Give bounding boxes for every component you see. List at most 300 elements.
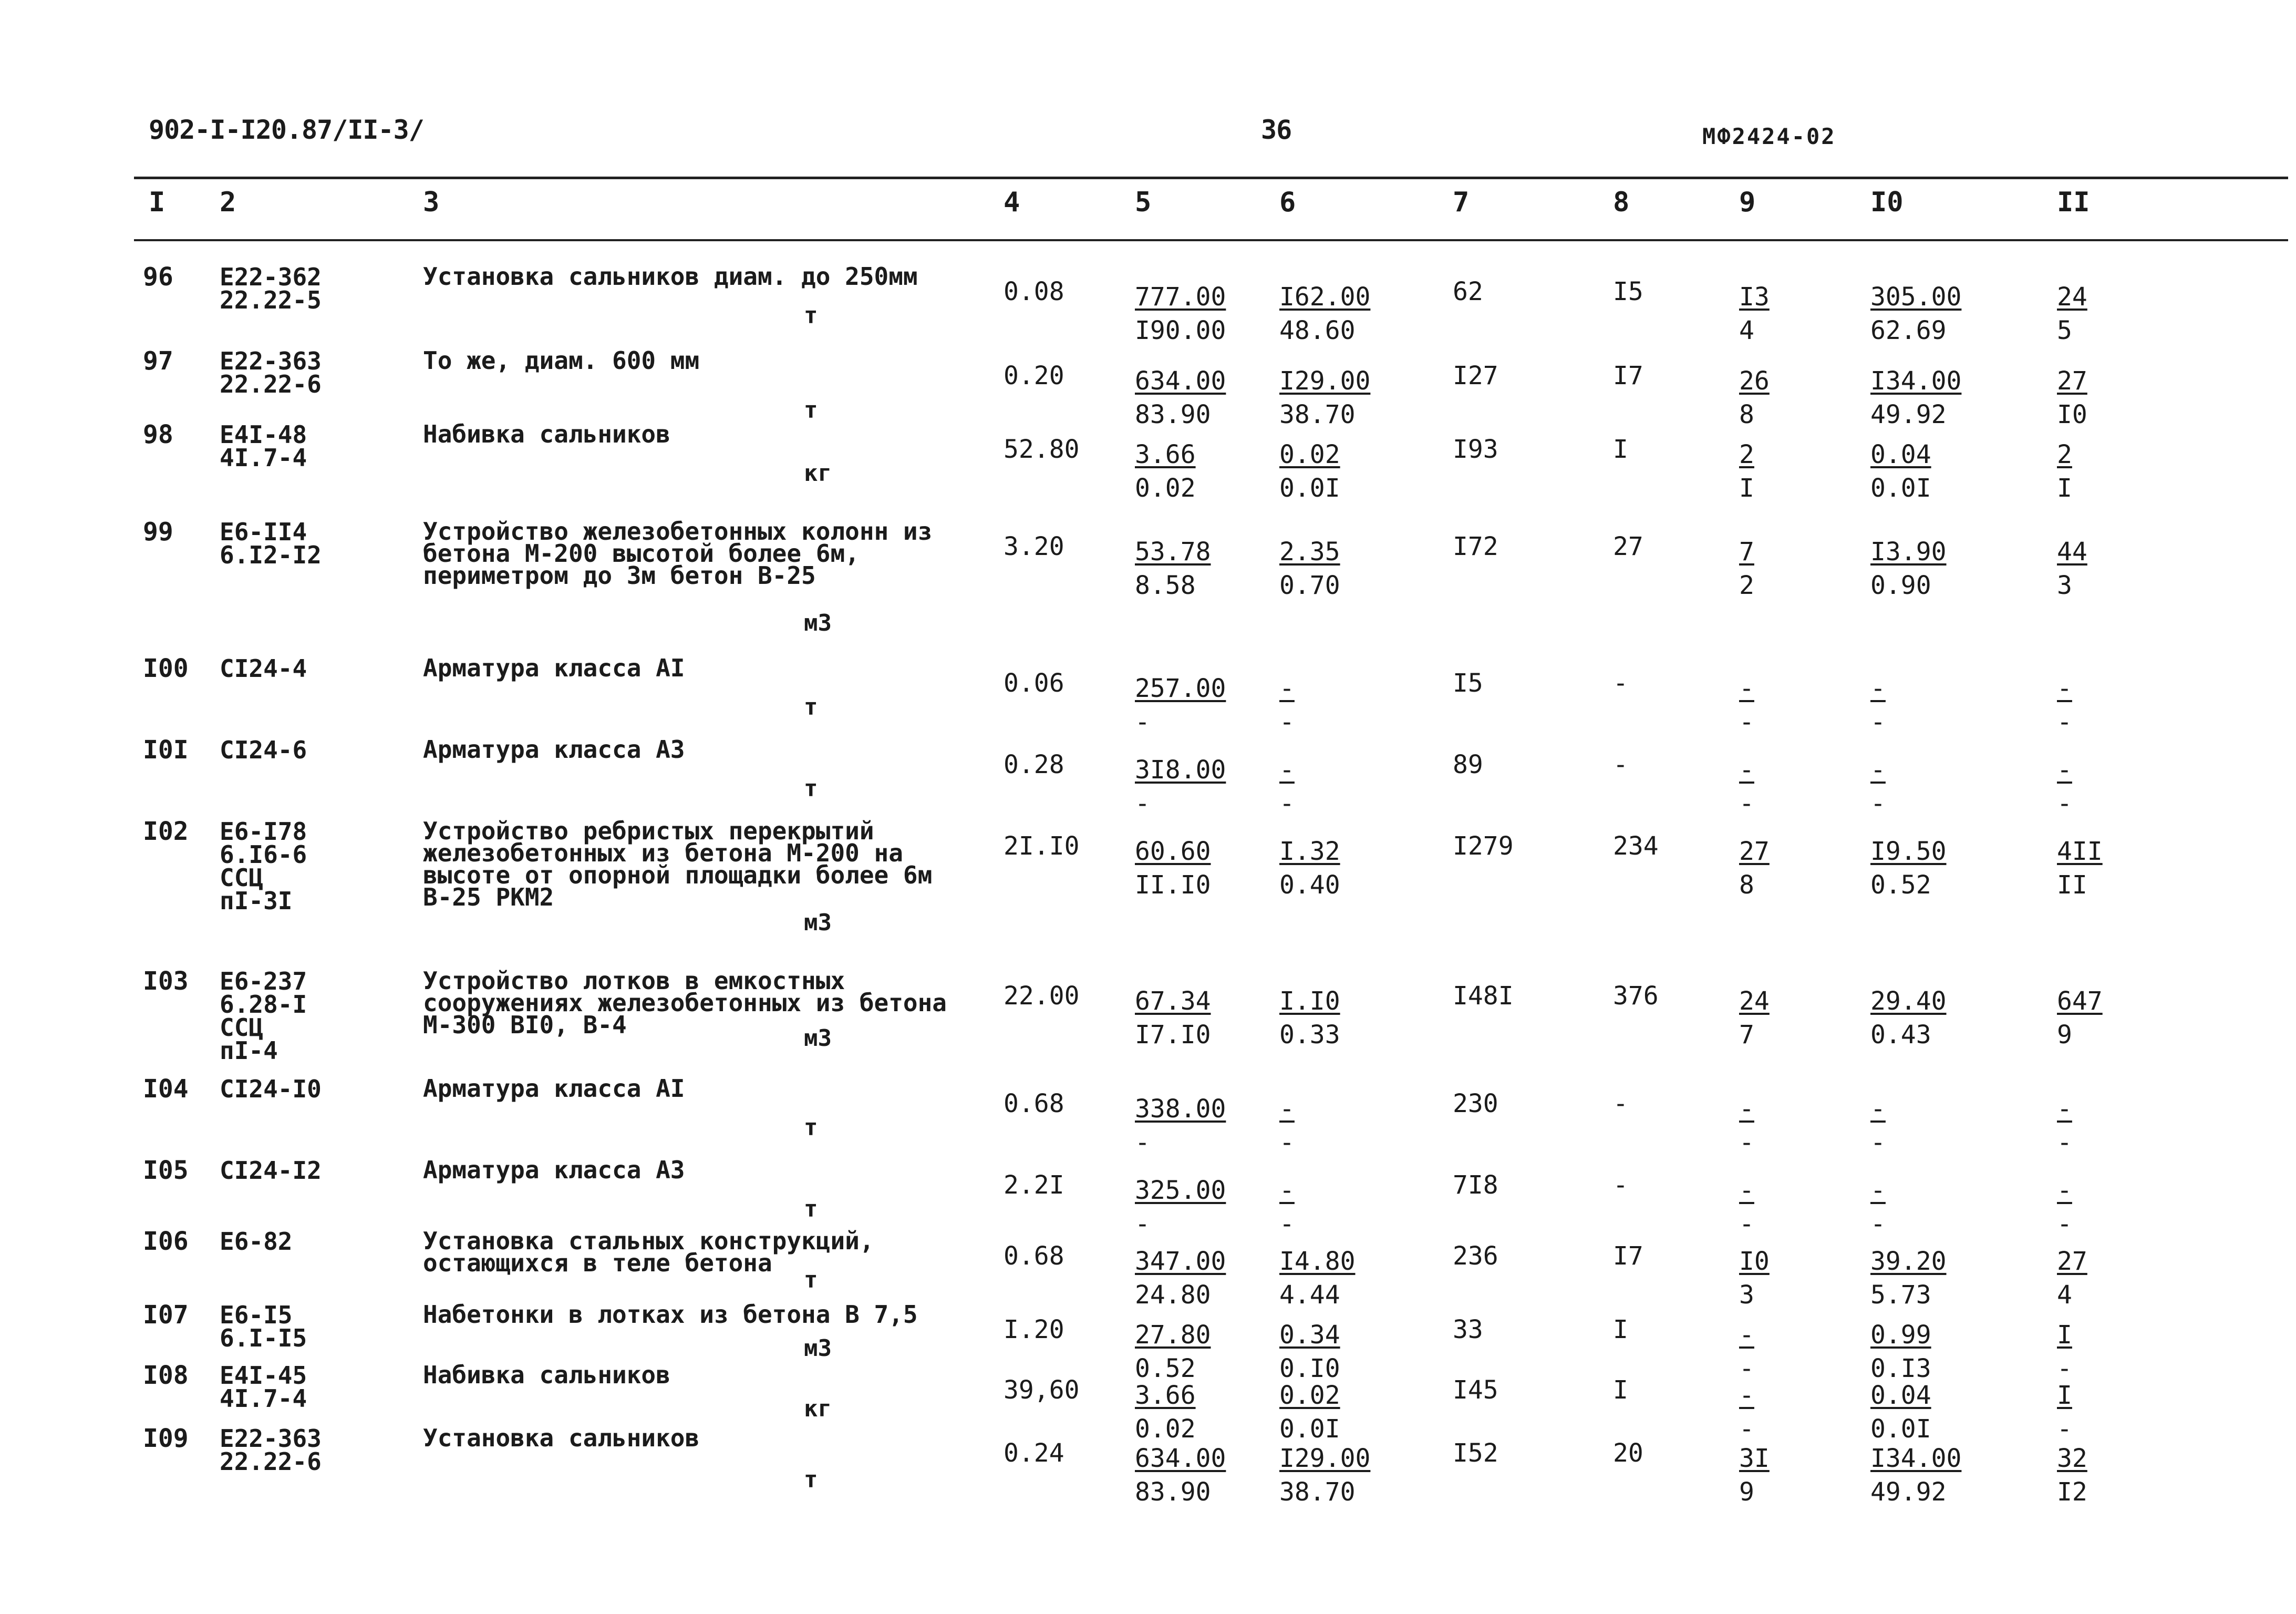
column-6-fraction-denominator: 0.70 — [1279, 571, 1340, 600]
column-5-fraction — [1135, 1442, 1226, 1509]
column-6-fraction-numerator: - — [1279, 1176, 1295, 1205]
column-11-fraction-denominator: - — [2057, 789, 2072, 818]
column-5-fraction-numerator: 257.00 — [1135, 674, 1226, 703]
column-6-fraction-numerator: I.I0 — [1279, 986, 1340, 1016]
column-6-fraction-numerator: 0.02 — [1279, 440, 1340, 469]
column-10-fraction — [1870, 984, 1947, 1052]
column-6-fraction — [1279, 364, 1370, 431]
column-8-value: - — [1613, 1170, 1628, 1200]
column-10-fraction-numerator: I9.50 — [1870, 837, 1947, 866]
column-8-value: I — [1613, 435, 1628, 464]
column-11-fraction-denominator: 5 — [2057, 316, 2072, 345]
column-6-fraction — [1279, 753, 1295, 820]
column-6-fraction-denominator: 0.33 — [1279, 1020, 1340, 1050]
column-8-value: 27 — [1613, 532, 1643, 561]
column-5-fraction-denominator: 0.52 — [1135, 1354, 1196, 1383]
work-description: Установка сальников — [423, 1424, 700, 1452]
norm-code: СI24-I0 — [220, 1075, 322, 1103]
column-9-fraction-numerator: - — [1739, 755, 1754, 785]
column-10-fraction-numerator: 0.99 — [1870, 1320, 1931, 1350]
column-7-value: I5 — [1453, 669, 1483, 698]
column-5-fraction-numerator: 60.60 — [1135, 837, 1211, 866]
norm-code: Е22-363 22.22-6 — [220, 1424, 322, 1476]
column-10-fraction-numerator: 0.04 — [1870, 1381, 1931, 1410]
column-9-fraction — [1739, 672, 1754, 739]
column-5-fraction-numerator: 27.80 — [1135, 1320, 1211, 1350]
column-7-value: I93 — [1453, 435, 1498, 464]
column-5-fraction-denominator: 83.90 — [1135, 400, 1211, 429]
column-5-fraction — [1135, 438, 1196, 505]
unit-of-measure: м3 — [804, 909, 832, 936]
column-11-fraction-numerator: 32 — [2057, 1444, 2087, 1473]
row-number: I04 — [143, 1074, 189, 1104]
column-5-fraction — [1135, 364, 1226, 431]
column-5-fraction-numerator: 67.34 — [1135, 986, 1211, 1016]
unit-of-measure: кг — [804, 1395, 832, 1422]
row-number: I09 — [143, 1424, 189, 1453]
column-7-value: I48I — [1453, 981, 1514, 1011]
work-description: Установка стальных конструкций, остающихся в теле бетона — [423, 1227, 874, 1277]
column-8-value: 234 — [1613, 831, 1659, 861]
column-10-fraction-numerator: I3.90 — [1870, 537, 1947, 567]
column-7-value: I52 — [1453, 1438, 1498, 1468]
column-6-fraction — [1279, 280, 1370, 347]
column-6-fraction — [1279, 835, 1340, 902]
column-10-fraction-numerator: 0.04 — [1870, 440, 1931, 469]
column-10-fraction — [1870, 364, 1961, 431]
column-8-value: I7 — [1613, 1241, 1643, 1271]
row-number: I03 — [143, 967, 189, 996]
column-5-fraction — [1135, 1379, 1196, 1446]
column-11-fraction-denominator: - — [2057, 707, 2072, 737]
column-9-fraction-numerator: I0 — [1739, 1247, 1770, 1276]
column-9-fraction-denominator: 9 — [1739, 1477, 1754, 1507]
unit-of-measure: т — [804, 1196, 818, 1222]
column-9-fraction — [1739, 835, 1770, 902]
work-description: То же, диам. 600 мм — [423, 346, 700, 375]
column-11-fraction — [2057, 835, 2103, 902]
row-number: 97 — [143, 346, 173, 376]
column-9-fraction-denominator: - — [1739, 1128, 1754, 1157]
quantity: I.20 — [1004, 1315, 1064, 1344]
column-5-fraction-denominator: 24.80 — [1135, 1280, 1211, 1310]
column-11-fraction-numerator: 27 — [2057, 366, 2087, 396]
column-6-fraction-numerator: 0.02 — [1279, 1381, 1340, 1410]
column-11-fraction — [2057, 1245, 2087, 1312]
column-11-fraction — [2057, 672, 2072, 739]
column-6-fraction-numerator: - — [1279, 755, 1295, 785]
quantity: 0.28 — [1004, 750, 1064, 779]
column-7-value: 236 — [1453, 1241, 1498, 1271]
work-description: Набивка сальников — [423, 420, 670, 448]
column-5-fraction-numerator: 3I8.00 — [1135, 755, 1226, 785]
row-number: I05 — [143, 1156, 189, 1185]
quantity: 0.20 — [1004, 361, 1064, 390]
column-6-fraction — [1279, 438, 1340, 505]
work-description: Арматура класса АI — [423, 654, 685, 682]
column-9-fraction-numerator: 27 — [1739, 837, 1770, 866]
column-11-fraction-denominator: - — [2057, 1354, 2072, 1383]
column-6-fraction-denominator: - — [1279, 789, 1295, 818]
column-6-fraction-numerator: I4.80 — [1279, 1247, 1356, 1276]
norm-code: СI24-6 — [220, 736, 307, 764]
norm-code: Е4I-45 4I.7-4 — [220, 1361, 307, 1413]
column-9-fraction-denominator: - — [1739, 789, 1754, 818]
column-9-fraction-numerator: - — [1739, 1176, 1754, 1205]
column-6-fraction-denominator: 0.40 — [1279, 870, 1340, 900]
column-11-fraction — [2057, 535, 2087, 602]
column-11-fraction — [2057, 280, 2087, 347]
column-7-value: I279 — [1453, 831, 1514, 861]
column-9-fraction-denominator: 8 — [1739, 870, 1754, 900]
column-11-fraction-denominator: - — [2057, 1209, 2072, 1239]
column-6-fraction-denominator: 0.0I — [1279, 474, 1340, 503]
column-10-fraction-numerator: 39.20 — [1870, 1247, 1947, 1276]
column-10-fraction-denominator: 0.43 — [1870, 1020, 1931, 1050]
column-7-value: 89 — [1453, 750, 1483, 779]
column-10-fraction — [1870, 1318, 1931, 1385]
column-10-fraction-numerator: - — [1870, 674, 1886, 703]
column-5-fraction-numerator: 634.00 — [1135, 366, 1226, 396]
row-number: 96 — [143, 262, 173, 292]
work-description: Арматура класса А3 — [423, 735, 685, 764]
column-7-value: 7I8 — [1453, 1170, 1498, 1200]
column-11-fraction-numerator: - — [2057, 674, 2072, 703]
column-11-fraction-denominator: 4 — [2057, 1280, 2072, 1310]
column-5-fraction-numerator: 634.00 — [1135, 1444, 1226, 1473]
column-10-fraction-denominator: 0.0I — [1870, 474, 1931, 503]
column-9-fraction-denominator: - — [1739, 1414, 1754, 1444]
column-7-value: I27 — [1453, 361, 1498, 390]
unit-of-measure: т — [804, 397, 818, 424]
column-11-fraction-denominator: 9 — [2057, 1020, 2072, 1050]
column-8-value: - — [1613, 750, 1628, 779]
column-9-fraction — [1739, 1442, 1770, 1509]
norm-code: СI24-4 — [220, 654, 307, 683]
column-10-fraction-numerator: - — [1870, 1176, 1886, 1205]
quantity: 0.06 — [1004, 669, 1064, 698]
column-11-fraction — [2057, 984, 2103, 1052]
column-9-fraction-numerator: 2 — [1739, 440, 1754, 469]
column-6-fraction-numerator: I29.00 — [1279, 366, 1371, 396]
column-9-fraction — [1739, 1174, 1754, 1241]
column-11-fraction-denominator: 3 — [2057, 571, 2072, 600]
column-5-fraction — [1135, 280, 1226, 347]
column-10-fraction — [1870, 835, 1947, 902]
column-6-fraction-numerator: 2.35 — [1279, 537, 1340, 567]
column-9-fraction — [1739, 364, 1770, 431]
unit-of-measure: т — [804, 302, 818, 329]
column-6-fraction-numerator: I62.00 — [1279, 282, 1371, 312]
column-6-fraction-numerator: I.32 — [1279, 837, 1340, 866]
column-11-fraction-numerator: 27 — [2057, 1247, 2087, 1276]
column-header: I0 — [1870, 187, 1904, 218]
column-9-fraction-numerator: I3 — [1739, 282, 1770, 312]
column-9-fraction-numerator: - — [1739, 1381, 1754, 1410]
quantity: 3.20 — [1004, 532, 1064, 561]
column-6-fraction — [1279, 672, 1295, 739]
column-9-fraction-numerator: 26 — [1739, 366, 1770, 396]
column-9-fraction-denominator: 3 — [1739, 1280, 1754, 1310]
column-10-fraction-denominator: 5.73 — [1870, 1280, 1931, 1310]
unit-of-measure: м3 — [804, 1025, 832, 1052]
column-6-fraction-denominator: 0.0I — [1279, 1414, 1340, 1444]
column-9-fraction-denominator: - — [1739, 707, 1754, 737]
column-10-fraction-denominator: - — [1870, 707, 1886, 737]
column-header: 2 — [220, 187, 236, 218]
column-header: I — [149, 187, 166, 218]
unit-of-measure: т — [804, 775, 818, 802]
unit-of-measure: кг — [804, 460, 832, 487]
column-10-fraction-denominator: 49.92 — [1870, 1477, 1947, 1507]
work-description: Устройство ребристых перекрытий железобетонных из бетона М-200 на высоте от опорной площадки более 6м В-25 РКМ2 — [423, 817, 933, 911]
column-5-fraction — [1135, 1174, 1226, 1241]
unit-of-measure: т — [804, 694, 818, 721]
column-7-value: 33 — [1453, 1315, 1483, 1344]
unit-of-measure: т — [804, 1114, 818, 1141]
column-11-fraction-denominator: - — [2057, 1128, 2072, 1157]
column-11-fraction — [2057, 1092, 2072, 1159]
column-11-fraction — [2057, 364, 2087, 431]
column-9-fraction-numerator: 3I — [1739, 1444, 1770, 1473]
column-11-fraction-numerator: 647 — [2057, 986, 2103, 1016]
column-10-fraction — [1870, 438, 1931, 505]
document-code: 902-I-I20.87/II-3/ — [149, 115, 424, 145]
column-11-fraction — [2057, 438, 2072, 505]
column-7-value: I72 — [1453, 532, 1498, 561]
unit-of-measure: т — [804, 1267, 818, 1293]
table-top-rule — [134, 177, 2288, 179]
column-10-fraction-denominator: 0.I3 — [1870, 1354, 1931, 1383]
column-6-fraction — [1279, 1092, 1295, 1159]
column-6-fraction-denominator: - — [1279, 1209, 1295, 1239]
column-9-fraction — [1739, 984, 1770, 1052]
quantity: 2I.I0 — [1004, 831, 1080, 861]
norm-code: Е6-82 — [220, 1227, 293, 1256]
column-5-fraction-denominator: 8.58 — [1135, 571, 1196, 600]
column-11-fraction-numerator: 2 — [2057, 440, 2072, 469]
column-10-fraction-numerator: I34.00 — [1870, 1444, 1962, 1473]
quantity: 22.00 — [1004, 981, 1080, 1011]
row-number: I0I — [143, 735, 189, 765]
column-5-fraction-denominator: - — [1135, 789, 1150, 818]
quantity: 2.2I — [1004, 1170, 1064, 1200]
column-11-fraction-numerator: - — [2057, 1176, 2072, 1205]
norm-code: Е6-237 6.28-I ССЦ пI-4 — [220, 967, 307, 1065]
header-bottom-rule — [134, 239, 2288, 241]
column-9-fraction-denominator: - — [1739, 1354, 1754, 1383]
column-header: 9 — [1739, 187, 1756, 218]
column-8-value: I — [1613, 1315, 1628, 1344]
column-10-fraction — [1870, 535, 1947, 602]
column-5-fraction-denominator: II.I0 — [1135, 870, 1211, 900]
column-10-fraction — [1870, 1174, 1886, 1241]
column-11-fraction — [2057, 753, 2072, 820]
column-5-fraction-numerator: 53.78 — [1135, 537, 1211, 567]
norm-code: Е6-I5 6.I-I5 — [220, 1301, 307, 1352]
column-11-fraction — [2057, 1442, 2087, 1509]
column-11-fraction-denominator: I — [2057, 474, 2072, 503]
reference-code: МФ2424-02 — [1702, 124, 1836, 149]
column-10-fraction — [1870, 1379, 1931, 1446]
column-5-fraction-denominator: 0.02 — [1135, 474, 1196, 503]
column-10-fraction — [1870, 280, 1961, 347]
column-10-fraction-denominator: - — [1870, 1128, 1886, 1157]
row-number: I08 — [143, 1361, 189, 1390]
column-5-fraction — [1135, 753, 1226, 820]
column-6-fraction-numerator: I29.00 — [1279, 1444, 1371, 1473]
column-11-fraction-numerator: 4II — [2057, 837, 2103, 866]
norm-code: Е6-II4 6.I2-I2 — [220, 518, 322, 569]
column-9-fraction-denominator: 2 — [1739, 571, 1754, 600]
column-11-fraction-denominator: - — [2057, 1414, 2072, 1444]
column-7-value: I45 — [1453, 1375, 1498, 1405]
column-10-fraction-numerator: - — [1870, 1094, 1886, 1124]
column-6-fraction-denominator: 0.I0 — [1279, 1354, 1340, 1383]
column-10-fraction-denominator: - — [1870, 789, 1886, 818]
column-11-fraction — [2057, 1379, 2072, 1446]
column-header: 4 — [1004, 187, 1020, 218]
column-6-fraction — [1279, 1379, 1340, 1446]
column-9-fraction — [1739, 753, 1754, 820]
column-11-fraction-numerator: 24 — [2057, 282, 2087, 312]
column-6-fraction-denominator: 48.60 — [1279, 316, 1356, 345]
column-10-fraction-denominator: 49.92 — [1870, 400, 1947, 429]
quantity: 0.24 — [1004, 1438, 1064, 1468]
work-description: Устройство лотков в емкостных сооружениях железобетонных из бетона М-300 ВI0, В-4 — [423, 967, 947, 1039]
column-11-fraction-denominator: II — [2057, 870, 2087, 900]
column-5-fraction-denominator: 0.02 — [1135, 1414, 1196, 1444]
column-9-fraction — [1739, 1318, 1754, 1385]
column-5-fraction-numerator: 338.00 — [1135, 1094, 1226, 1124]
column-9-fraction — [1739, 535, 1754, 602]
column-11-fraction-numerator: I — [2057, 1381, 2072, 1410]
column-8-value: - — [1613, 1089, 1628, 1118]
column-9-fraction — [1739, 1245, 1770, 1312]
unit-of-measure: м3 — [804, 610, 832, 636]
column-8-value: - — [1613, 669, 1628, 698]
column-5-fraction-numerator: 3.66 — [1135, 440, 1196, 469]
row-number: I00 — [143, 654, 189, 683]
column-10-fraction-denominator: 0.90 — [1870, 571, 1931, 600]
column-5-fraction-numerator: 3.66 — [1135, 1381, 1196, 1410]
column-8-value: I — [1613, 1375, 1628, 1405]
column-10-fraction-denominator: 62.69 — [1870, 316, 1947, 345]
column-8-value: I5 — [1613, 277, 1643, 306]
work-description: Установка сальников диам. до 250мм — [423, 262, 918, 291]
column-header-row — [0, 187, 2296, 229]
column-11-fraction-numerator: I — [2057, 1320, 2072, 1350]
column-9-fraction-numerator: - — [1739, 1320, 1754, 1350]
column-header: 3 — [423, 187, 440, 218]
column-header: 6 — [1279, 187, 1296, 218]
row-number: I02 — [143, 817, 189, 846]
column-5-fraction-denominator: I90.00 — [1135, 316, 1226, 345]
column-9-fraction-numerator: 7 — [1739, 537, 1754, 567]
column-10-fraction-denominator: 0.0I — [1870, 1414, 1931, 1444]
column-10-fraction-numerator: 305.00 — [1870, 282, 1962, 312]
column-5-fraction-numerator: 347.00 — [1135, 1247, 1226, 1276]
column-6-fraction-numerator: 0.34 — [1279, 1320, 1340, 1350]
norm-code: Е22-362 22.22-5 — [220, 263, 322, 314]
column-6-fraction — [1279, 984, 1340, 1052]
column-5-fraction — [1135, 535, 1211, 602]
column-6-fraction-denominator: 38.70 — [1279, 1477, 1356, 1507]
column-5-fraction — [1135, 1318, 1211, 1385]
column-10-fraction-denominator: - — [1870, 1209, 1886, 1239]
column-header: 7 — [1453, 187, 1470, 218]
column-10-fraction — [1870, 1245, 1947, 1312]
column-10-fraction — [1870, 1442, 1961, 1509]
column-header: 5 — [1135, 187, 1152, 218]
column-9-fraction — [1739, 438, 1754, 505]
work-description: Устройство железобетонных колонн из бетона М-200 высотой более 6м, периметром до 3м бетон В-25 — [423, 517, 933, 590]
quantity: 39,60 — [1004, 1375, 1080, 1405]
column-6-fraction-numerator: - — [1279, 674, 1295, 703]
column-9-fraction-numerator: - — [1739, 1094, 1754, 1124]
column-9-fraction — [1739, 1379, 1754, 1446]
quantity: 0.68 — [1004, 1241, 1064, 1271]
quantity: 0.08 — [1004, 277, 1064, 306]
column-10-fraction — [1870, 753, 1886, 820]
norm-code: Е6-I78 6.I6-6 ССЦ пI-3I — [220, 817, 307, 915]
column-7-value: 230 — [1453, 1089, 1498, 1118]
norm-code: СI24-I2 — [220, 1156, 322, 1185]
work-description: Арматура класса А3 — [423, 1156, 685, 1184]
column-11-fraction-numerator: - — [2057, 1094, 2072, 1124]
row-number: 98 — [143, 420, 173, 449]
column-10-fraction-numerator: - — [1870, 755, 1886, 785]
column-5-fraction-numerator: 325.00 — [1135, 1176, 1226, 1205]
column-10-fraction-denominator: 0.52 — [1870, 870, 1931, 900]
column-5-fraction-denominator: I7.I0 — [1135, 1020, 1211, 1050]
column-10-fraction — [1870, 1092, 1886, 1159]
unit-of-measure: м3 — [804, 1335, 832, 1362]
column-9-fraction-numerator: - — [1739, 674, 1754, 703]
work-description: Набивка сальников — [423, 1361, 670, 1389]
column-6-fraction-denominator: 4.44 — [1279, 1280, 1340, 1310]
column-11-fraction-numerator: - — [2057, 755, 2072, 785]
column-10-fraction-numerator: I34.00 — [1870, 366, 1962, 396]
column-5-fraction — [1135, 672, 1226, 739]
column-6-fraction-denominator: - — [1279, 1128, 1295, 1157]
quantity: 0.68 — [1004, 1089, 1064, 1118]
column-9-fraction — [1739, 280, 1770, 347]
column-9-fraction-denominator: 8 — [1739, 400, 1754, 429]
column-10-fraction — [1870, 672, 1886, 739]
column-5-fraction — [1135, 1245, 1226, 1312]
column-7-value: 62 — [1453, 277, 1483, 306]
column-5-fraction-denominator: - — [1135, 1128, 1150, 1157]
column-5-fraction-numerator: 777.00 — [1135, 282, 1226, 312]
column-header: 8 — [1613, 187, 1630, 218]
column-5-fraction-denominator: 83.90 — [1135, 1477, 1211, 1507]
column-5-fraction-denominator: - — [1135, 707, 1150, 737]
column-11-fraction-numerator: 44 — [2057, 537, 2087, 567]
column-6-fraction — [1279, 1245, 1356, 1312]
column-6-fraction — [1279, 535, 1340, 602]
row-number: I07 — [143, 1300, 189, 1330]
column-9-fraction-denominator: 4 — [1739, 316, 1754, 345]
column-11-fraction — [2057, 1174, 2072, 1241]
unit-of-measure: т — [804, 1466, 818, 1493]
column-5-fraction-denominator: - — [1135, 1209, 1150, 1239]
quantity: 52.80 — [1004, 435, 1080, 464]
column-header: II — [2057, 187, 2090, 218]
column-5-fraction — [1135, 835, 1211, 902]
column-5-fraction — [1135, 984, 1211, 1052]
page-number: 36 — [1261, 115, 1292, 145]
